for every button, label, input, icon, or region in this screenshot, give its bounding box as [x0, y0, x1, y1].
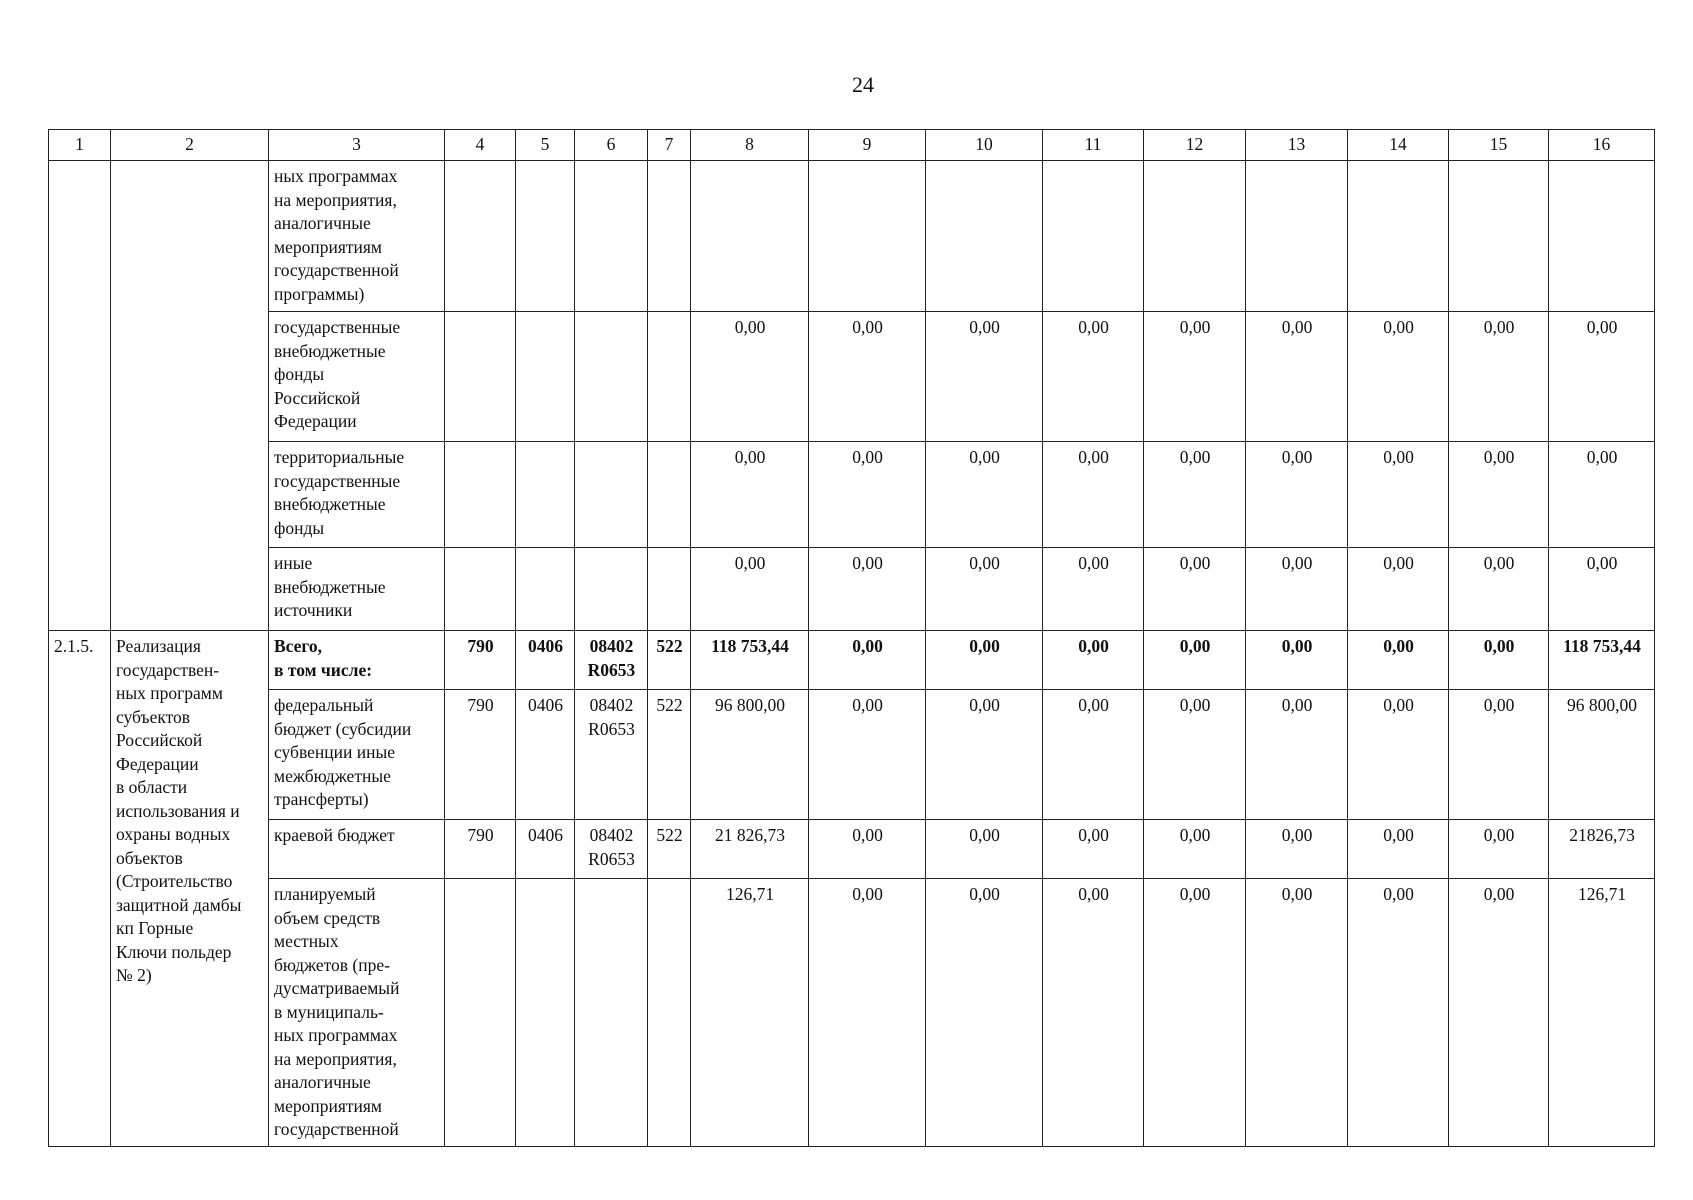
col-header: 11 — [1043, 130, 1144, 161]
grbs-code: 790 — [445, 690, 516, 820]
table-row — [49, 820, 1655, 879]
grbs-code: 790 — [445, 820, 516, 879]
value-cell: 0,00 — [1043, 312, 1144, 442]
col-header: 6 — [575, 130, 648, 161]
rzpr-code: 0406 — [516, 631, 575, 690]
col-header: 10 — [926, 130, 1043, 161]
value-cell: 0,00 — [1144, 879, 1246, 1147]
col-header: 12 — [1144, 130, 1246, 161]
value-cell: 0,00 — [1449, 548, 1549, 631]
value-cell: 0,00 — [1449, 312, 1549, 442]
value-cell: 0,00 — [1144, 312, 1246, 442]
value-cell: 0,00 — [809, 820, 926, 879]
value-cell: 0,00 — [1348, 690, 1449, 820]
value-cell: 0,00 — [1549, 548, 1655, 631]
value-cell: 0,00 — [1043, 548, 1144, 631]
value-cell: 0,00 — [1246, 442, 1348, 548]
value-cell: 126,71 — [1549, 879, 1655, 1147]
funding-source: иные внебюджетные источники — [269, 548, 445, 631]
csr-code: 08402 R0653 — [575, 690, 648, 820]
value-cell: 0,00 — [1449, 690, 1549, 820]
value-cell: 0,00 — [1144, 690, 1246, 820]
value-cell: 96 800,00 — [691, 690, 809, 820]
funding-source: ных программах на мероприятия, аналогичные мероприятиям государственной программы) — [269, 161, 445, 312]
value-cell: 0,00 — [926, 548, 1043, 631]
value-cell: 0,00 — [809, 312, 926, 442]
funding-source: государственные внебюджетные фонды Российской Федерации — [269, 312, 445, 442]
value-cell: 0,00 — [1043, 879, 1144, 1147]
value-cell: 0,00 — [809, 631, 926, 690]
rzpr-code: 0406 — [516, 820, 575, 879]
funding-source: территориальные государственные внебюджетные фонды — [269, 442, 445, 548]
budget-table — [48, 129, 1655, 1147]
col-header: 7 — [648, 130, 691, 161]
value-cell: 0,00 — [809, 548, 926, 631]
value-cell: 0,00 — [1246, 879, 1348, 1147]
value-cell: 0,00 — [1043, 820, 1144, 879]
funding-source: краевой бюджет — [269, 820, 445, 879]
value-cell: 0,00 — [1348, 631, 1449, 690]
table-row — [49, 879, 1655, 1147]
grbs-code — [445, 879, 516, 1147]
value-cell: 0,00 — [926, 312, 1043, 442]
value-cell: 0,00 — [1549, 312, 1655, 442]
csr-code: 08402 R0653 — [575, 631, 648, 690]
table-row — [49, 442, 1655, 548]
col-header: 3 — [269, 130, 445, 161]
table-row — [49, 312, 1655, 442]
value-cell: 0,00 — [1348, 879, 1449, 1147]
item-number: 2.1.5. — [49, 631, 111, 1147]
value-cell: 0,00 — [926, 820, 1043, 879]
value-cell: 0,00 — [926, 690, 1043, 820]
funding-source: Всего, в том числе: — [269, 631, 445, 690]
col-header: 14 — [1348, 130, 1449, 161]
csr-code: 08402 R0653 — [575, 820, 648, 879]
value-cell: 0,00 — [1449, 879, 1549, 1147]
value-cell: 0,00 — [1348, 442, 1449, 548]
csr-code — [575, 879, 648, 1147]
value-cell: 0,00 — [1144, 442, 1246, 548]
value-cell: 0,00 — [1246, 312, 1348, 442]
value-cell: 0,00 — [1043, 631, 1144, 690]
table-row — [49, 548, 1655, 631]
table-row — [49, 161, 1655, 312]
value-cell: 0,00 — [1549, 442, 1655, 548]
page-number: 24 — [852, 72, 874, 97]
col-header: 5 — [516, 130, 575, 161]
col-header: 16 — [1549, 130, 1655, 161]
value-cell: 0,00 — [1348, 820, 1449, 879]
value-cell: 96 800,00 — [1549, 690, 1655, 820]
value-cell: 0,00 — [1246, 631, 1348, 690]
empty-cell — [49, 161, 111, 631]
funding-source: федеральный бюджет (субсидии субвенции иные межбюджетные трансферты) — [269, 690, 445, 820]
item-name: Реализация государствен- ных программ субъектов Российской Федерации в области использования и охраны водных объектов (Строительство защитной дамбы кп Горные Ключи польдер № 2) — [111, 631, 269, 1147]
value-cell: 0,00 — [926, 631, 1043, 690]
table-row — [49, 631, 1655, 690]
rzpr-code — [516, 879, 575, 1147]
value-cell: 0,00 — [1043, 690, 1144, 820]
value-cell: 0,00 — [1043, 442, 1144, 548]
value-cell: 0,00 — [1246, 690, 1348, 820]
rzpr-code: 0406 — [516, 690, 575, 820]
value-cell: 118 753,44 — [1549, 631, 1655, 690]
value-cell: 0,00 — [1144, 820, 1246, 879]
vr-code: 522 — [648, 820, 691, 879]
vr-code: 522 — [648, 690, 691, 820]
value-cell: 21 826,73 — [691, 820, 809, 879]
col-header: 15 — [1449, 130, 1549, 161]
value-cell: 126,71 — [691, 879, 809, 1147]
vr-code: 522 — [648, 631, 691, 690]
col-header: 2 — [111, 130, 269, 161]
col-header: 9 — [809, 130, 926, 161]
value-cell: 0,00 — [809, 442, 926, 548]
value-cell: 118 753,44 — [691, 631, 809, 690]
value-cell: 0,00 — [1348, 312, 1449, 442]
funding-source: планируемый объем средств местных бюджетов (пре- дусматриваемый в муниципаль- ных программах на мероприятия, аналогичные мероприятиям государственной — [269, 879, 445, 1147]
empty-cell — [111, 161, 269, 631]
value-cell: 0,00 — [1246, 820, 1348, 879]
value-cell: 0,00 — [1449, 442, 1549, 548]
value-cell: 0,00 — [1144, 548, 1246, 631]
value-cell: 0,00 — [809, 690, 926, 820]
value-cell: 0,00 — [809, 879, 926, 1147]
vr-code — [648, 879, 691, 1147]
value-cell: 0,00 — [1449, 631, 1549, 690]
value-cell: 0,00 — [926, 879, 1043, 1147]
grbs-code: 790 — [445, 631, 516, 690]
table-row — [49, 690, 1655, 820]
col-header: 8 — [691, 130, 809, 161]
value-cell: 0,00 — [691, 548, 809, 631]
col-header: 4 — [445, 130, 516, 161]
value-cell: 0,00 — [1449, 820, 1549, 879]
value-cell: 0,00 — [1144, 631, 1246, 690]
header-row — [49, 130, 1655, 161]
value-cell: 0,00 — [1348, 548, 1449, 631]
value-cell: 0,00 — [926, 442, 1043, 548]
value-cell: 21826,73 — [1549, 820, 1655, 879]
value-cell: 0,00 — [691, 312, 809, 442]
value-cell: 0,00 — [1246, 548, 1348, 631]
col-header: 1 — [49, 130, 111, 161]
value-cell: 0,00 — [691, 442, 809, 548]
col-header: 13 — [1246, 130, 1348, 161]
